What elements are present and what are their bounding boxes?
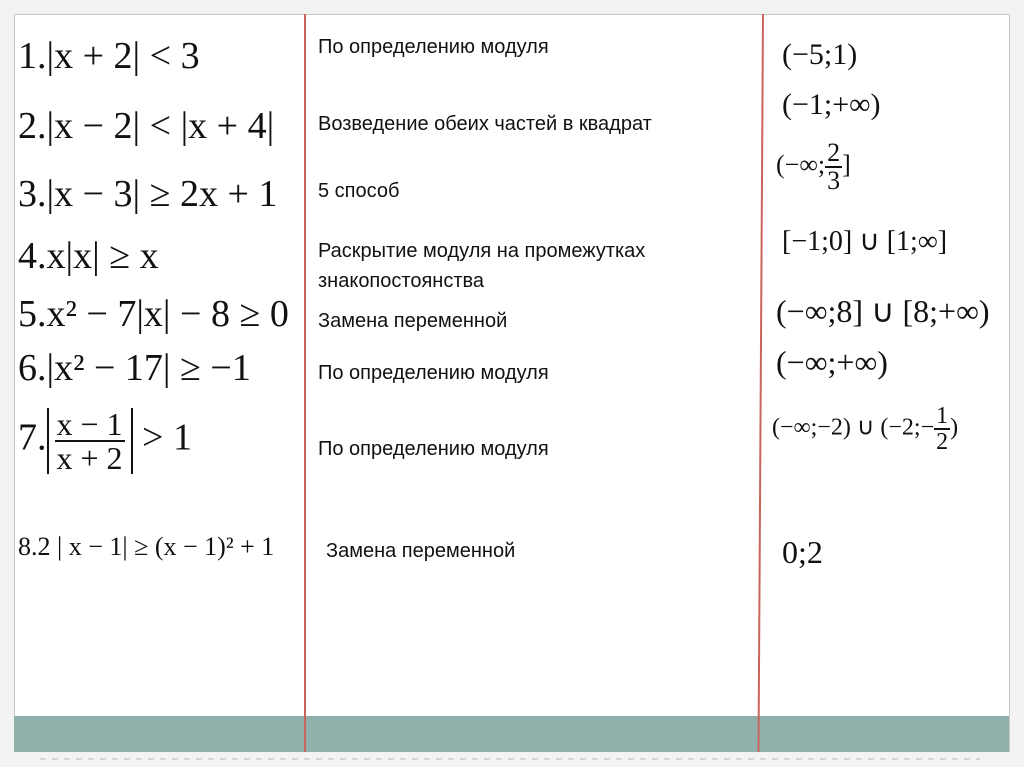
footer-bar [14, 716, 1009, 752]
method-1: По определению модуля [318, 36, 549, 58]
problem-8: 8.2 | x − 1| ≥ (x − 1)² + 1 [18, 532, 275, 561]
problem-1: 1.|x + 2| < 3 [18, 35, 200, 77]
answer-3-numerator: 2 [827, 138, 841, 167]
answer-7-fraction [934, 404, 950, 454]
problem-5: 5.x² − 7|x| − 8 ≥ 0 [18, 293, 289, 335]
answer-7-prefix: (−∞;−2) ∪ (−2;− [772, 414, 935, 441]
column-divider-1 [304, 14, 306, 752]
answer-3-suffix: ] [842, 149, 851, 179]
answer-3 [776, 140, 851, 194]
answer-2: (−1;+∞) [782, 88, 881, 121]
answer-8: 0;2 [782, 534, 823, 570]
problem-7-denominator: x + 2 [56, 440, 123, 476]
problem-7-prefix: 7. [18, 416, 47, 459]
answer-7-suffix: ) [950, 414, 959, 441]
answer-4: [−1;0] ∪ [1;∞] [782, 226, 948, 257]
bottom-decoration [40, 758, 980, 760]
problem-6: 6.|x² − 17| ≥ −1 [18, 347, 251, 389]
problem-3: 3.|x − 3| ≥ 2x + 1 [18, 173, 278, 215]
method-6: По определению модуля [318, 362, 549, 384]
method-8: Замена переменной [326, 540, 516, 562]
method-2: Возведение обеих частей в квадрат [318, 113, 652, 135]
problem-2: 2.|x − 2| < |x + 4| [18, 105, 275, 147]
answer-5: (−∞;8] ∪ [8;+∞) [776, 293, 990, 329]
problem-4: 4.x|x| ≥ x [18, 235, 159, 277]
answer-1: (−5;1) [782, 38, 858, 71]
answer-3-denominator: 3 [827, 166, 841, 195]
problem-7-abs [47, 408, 133, 474]
method-7: По определению модуля [318, 438, 549, 460]
method-3: 5 способ [318, 180, 400, 202]
answer-7-denominator: 2 [936, 429, 949, 455]
answer-6: (−∞;+∞) [776, 344, 888, 380]
method-5: Замена переменной [318, 310, 508, 332]
answer-3-prefix: (−∞; [776, 149, 826, 179]
method-4: Раскрытие модуля на промежутках знакопостоянства [318, 240, 646, 292]
problem-7-fraction [55, 408, 125, 474]
problem-7 [18, 408, 192, 474]
answer-7-numerator: 1 [936, 403, 949, 429]
answer-3-fraction [825, 140, 842, 194]
answer-7 [772, 404, 958, 454]
problem-7-numerator: x − 1 [56, 406, 123, 442]
problem-7-suffix: > 1 [142, 416, 192, 459]
